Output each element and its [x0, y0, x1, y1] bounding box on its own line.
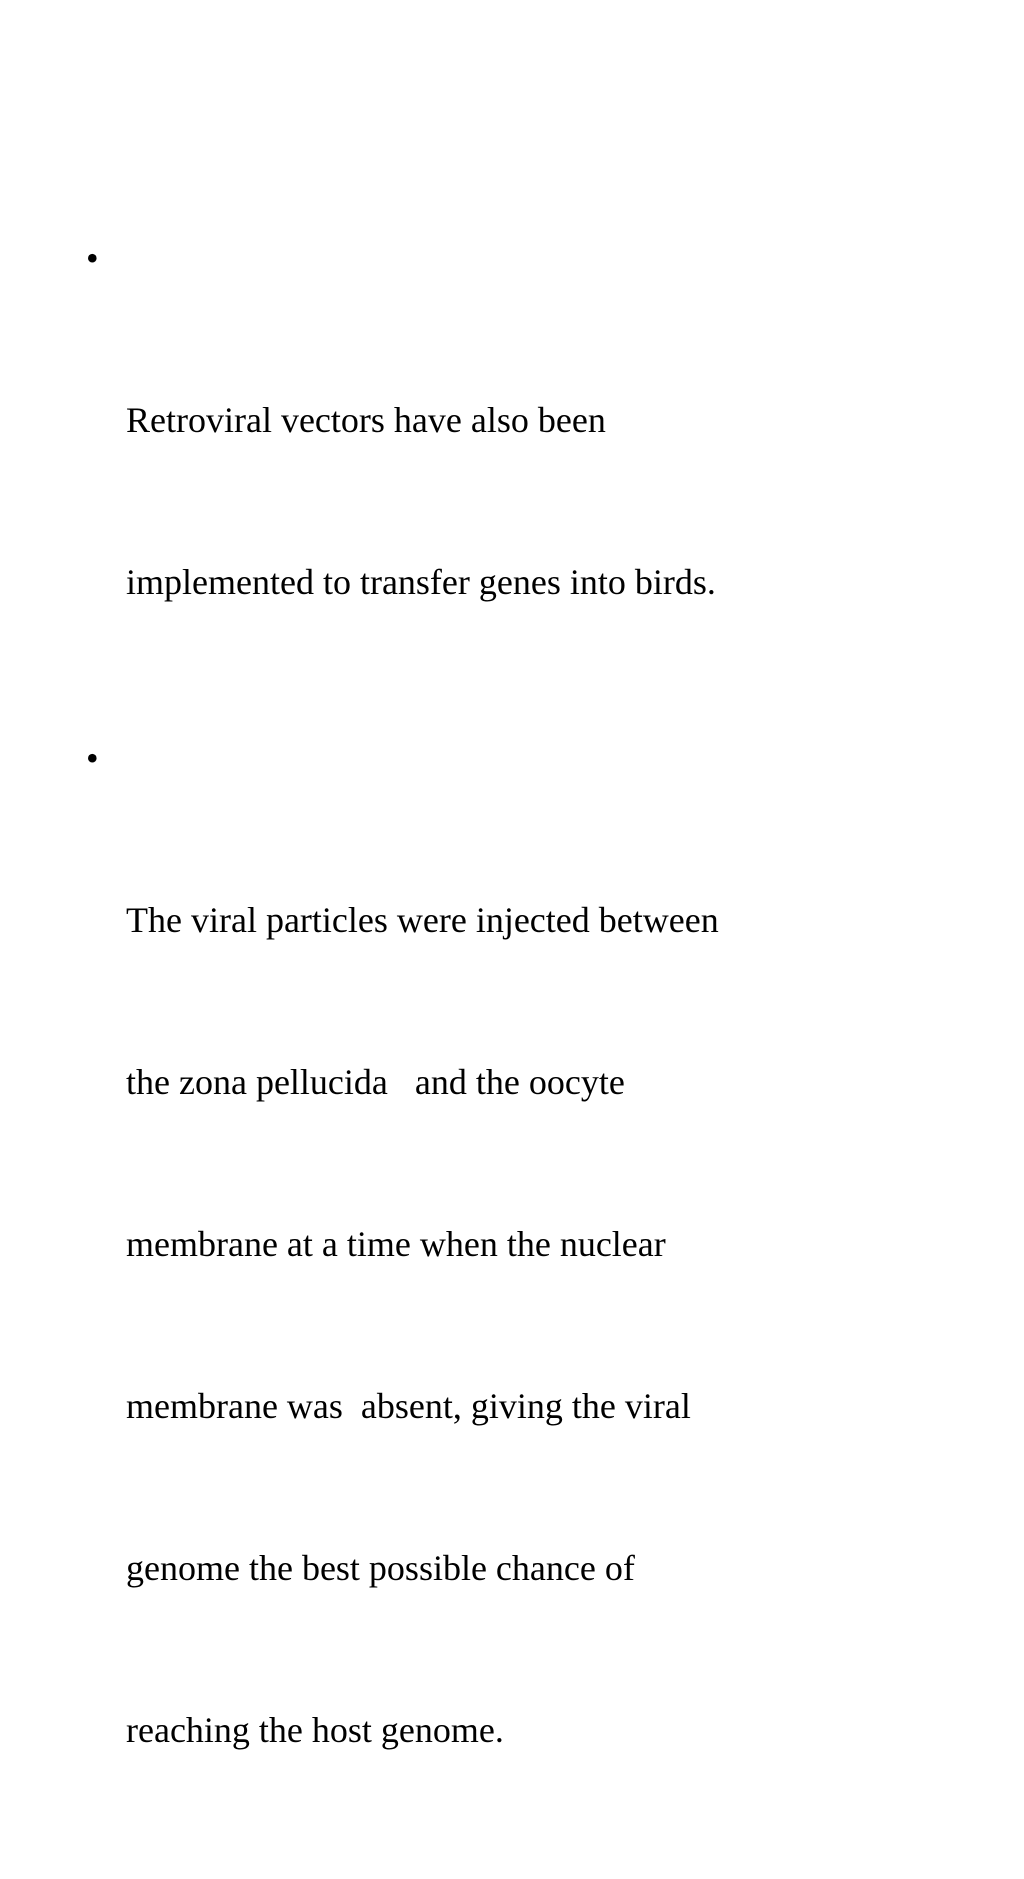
bullet-text-line: membrane was absent, giving the viral	[126, 1386, 691, 1426]
bullet-text-line: membrane at a time when the nuclear	[126, 1224, 666, 1264]
bullet-text-line: implemented to transfer genes into birds.	[126, 562, 716, 602]
bullet-item-retroviral-vectors	[86, 231, 896, 717]
bullet-text-line: genome the best possible chance of	[126, 1548, 635, 1588]
bullet-text-line: Retroviral vectors have also been	[126, 400, 606, 440]
bullet-text-line: The viral particles were injected between	[126, 900, 719, 940]
bullet-text-line: reaching the host genome.	[126, 1710, 504, 1750]
bullet-text-line: the zona pellucida and the oocyte	[126, 1062, 625, 1102]
bullet-icon: •	[86, 238, 99, 278]
bullet-item-viral-particles	[86, 731, 896, 1865]
bullet-icon: •	[86, 738, 99, 778]
bullet-list	[86, 231, 896, 1879]
